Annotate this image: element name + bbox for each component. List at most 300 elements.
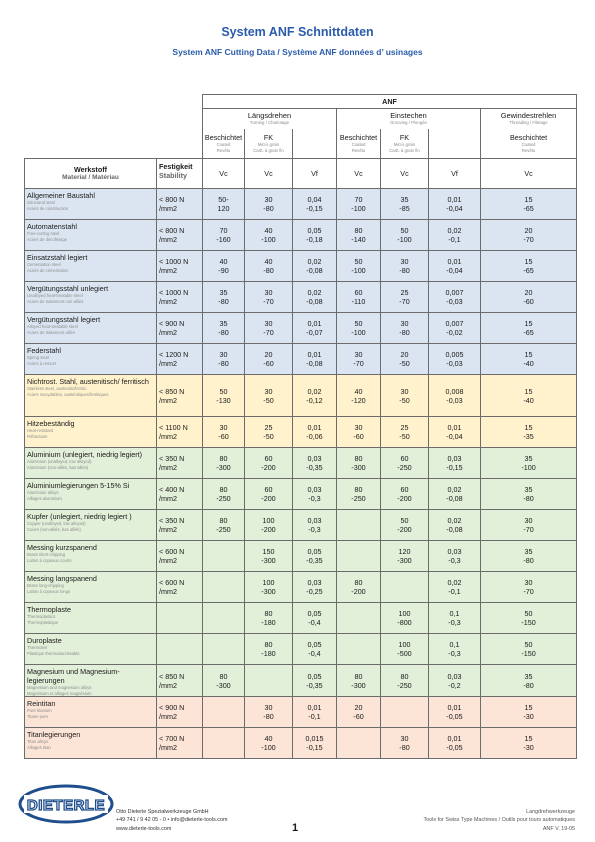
value-line: -0,35 [306,680,323,690]
value-cell [293,510,337,541]
value-line [337,734,380,743]
stability-value: /mm2 [159,556,177,565]
werkstoff-sub: Material / Matériau [62,173,119,181]
value-line: -0,03 [446,297,463,306]
stability-cell [157,313,203,344]
value-cell [429,417,481,448]
value-line: -300 [261,556,276,565]
value-cell [203,448,245,479]
value-cell [337,448,381,479]
value-cell [481,665,577,697]
value-line: -50 [399,395,410,405]
value-cell [245,603,293,634]
value-line: -65 [523,266,534,275]
param-header-5: Vc [381,159,429,189]
value-line: 40 [264,734,273,744]
value-line [337,649,380,658]
value-line: 50 [400,226,409,235]
value-cell [381,344,429,375]
value-cell [481,344,577,375]
value-line: -50 [263,395,274,405]
material-name: Kupfer (unlegiert, niedrig legiert ) [27,512,132,521]
stability-value: < 400 N [159,485,185,494]
stability-value: /mm2 [159,463,177,472]
value-line: 30 [264,195,273,204]
stability-value: /mm2 [159,587,177,596]
value-line: -0,04 [446,432,463,441]
stability-value: < 600 N [159,578,185,587]
value-line: 0,03 [447,671,462,681]
value-line [203,649,244,658]
value-line: 0,04 [307,195,322,204]
value-line: 0,05 [307,609,322,618]
material-name-fr: Titane pure [27,714,49,720]
festigkeit-sub: Stability [159,171,187,180]
tool-header-5 [381,129,429,159]
value-line: 40 [264,257,273,266]
material-name-fr: Alliages titan [27,745,51,751]
value-line: -110 [351,297,366,306]
value-line: -300 [351,463,366,472]
material-name: Vergütungsstahl legiert [27,315,101,324]
value-line: -80 [218,328,229,337]
stability-cell [157,479,203,510]
stability-value: < 900 N [159,703,185,713]
value-cell [381,572,429,603]
value-cell [293,665,337,697]
value-cell [429,634,481,665]
op-turning-header [203,109,337,129]
stability-cell [157,220,203,251]
value-line: -0,05 [446,712,463,722]
value-line: 25 [264,423,273,432]
value-line: -30 [523,712,534,722]
value-line: -90 [218,266,229,275]
value-cell [429,572,481,603]
value-line: -0,2 [448,680,461,690]
value-line: -150 [521,618,536,627]
value-cell [245,189,293,220]
value-line: 30 [400,319,409,328]
value-line: -70 [523,235,534,244]
tool-header-3 [293,129,337,159]
value-line: 60 [264,454,273,463]
value-line: -0,08 [306,359,323,368]
table-row [25,282,577,313]
value-line [337,556,380,565]
value-line: 100 [398,609,411,618]
stability-cell [157,541,203,572]
value-line: -70 [399,297,410,306]
material-name-en: Alloyed heat-treatable steel [27,324,78,329]
value-line [337,609,380,618]
value-line: -35 [523,432,534,441]
value-line: 15 [524,319,533,328]
stability-value: /mm2 [159,432,177,441]
stability-value: < 350 N [159,516,185,525]
tool-name: Beschichtet [509,132,548,142]
value-cell [429,344,481,375]
value-cell [381,665,429,697]
blank-corner-2 [25,109,203,129]
value-line: 120 [217,204,230,213]
value-line: 0,03 [307,516,322,525]
value-cell [245,251,293,282]
value-line: -100 [261,743,276,753]
tool-sub-2: Revêtu [351,147,366,153]
value-line: 0,02 [307,288,322,297]
value-line: -120 [351,395,366,405]
op-threading-sub: Threading / Filetage [509,120,548,126]
tool-sub-1: Coated [521,141,536,147]
footer-right-block [423,808,575,833]
value-cell [381,313,429,344]
value-line: 50 [400,516,409,525]
material-name-fr: Aluminium (non-alliés, bas alliés) [27,464,89,470]
value-cell [481,313,577,344]
value-line [203,712,244,721]
value-cell [337,697,381,728]
material-name: Magnesium und Magnesium-legierungen [27,667,120,685]
stability-value: < 900 N [159,319,185,328]
tool-header-1 [203,129,245,159]
value-cell [381,541,429,572]
value-line: 15 [524,423,533,432]
value-line: 0,02 [447,516,462,525]
value-cell [429,728,481,759]
value-line: -160 [216,235,231,244]
value-cell [337,220,381,251]
param-header-3: Vf [293,159,337,189]
material-name-en: Brass long-chipping [27,583,64,588]
value-cell [293,417,337,448]
value-line [203,609,244,618]
table-row [25,541,577,572]
value-line: -0,3 [448,556,461,565]
table-row [25,448,577,479]
value-cell [481,448,577,479]
value-line: 35 [219,319,228,328]
table-row [25,572,577,603]
stability-value: < 850 N [159,386,185,396]
value-line [337,516,380,525]
value-line: 120 [398,547,411,556]
material-name: Einsatzstahl legiert [27,253,88,262]
value-cell [429,448,481,479]
value-cell [381,448,429,479]
material-name-en: Magnesium and magnesium alloys [27,685,92,690]
stability-value: /mm2 [159,204,177,213]
table-row [25,189,577,220]
value-line: -0,02 [446,328,463,337]
value-line [245,681,292,690]
value-line: 100 [262,578,275,587]
value-cell [245,665,293,697]
value-cell [381,251,429,282]
value-cell [293,220,337,251]
material-name-fr: Laiton à copeaux courts [27,557,72,563]
value-cell [203,375,245,417]
value-cell [429,510,481,541]
value-cell [293,728,337,759]
material-name-fr: Magnésium et alliages magnésium [27,690,92,696]
value-line: 100 [398,640,411,649]
value-line [381,587,428,596]
value-line [381,578,428,587]
value-line: -0,1 [308,712,321,722]
value-cell [245,344,293,375]
value-cell [203,603,245,634]
material-name-fr: Aciers inoxydables, austénitiques/ferritiques [27,391,109,397]
value-line: 60 [264,485,273,494]
value-line: 80 [354,485,363,494]
value-line: 30 [524,516,533,525]
value-cell [337,665,381,697]
value-line: 80 [354,671,363,681]
value-line: 20 [524,226,533,235]
material-name: Messing langspanend [27,574,97,583]
op-turning-sub: Turning / Chariotage [249,120,289,126]
value-line [337,547,380,556]
material-name-en: Thermoplastics [27,614,56,619]
value-cell [481,282,577,313]
value-cell [481,189,577,220]
value-cell [293,251,337,282]
value-line: 35 [219,288,228,297]
value-line: 0,03 [307,454,322,463]
material-name: Aluminiumlegierungen 5-15% Si [27,481,130,490]
stability-cell [157,634,203,665]
material-name-en: Cementation steel [27,262,61,267]
value-cell [245,510,293,541]
value-line [381,703,428,712]
value-line: -100 [261,235,276,244]
cutting-data-table [24,94,577,759]
value-cell [245,375,293,417]
value-line: -50 [263,432,274,441]
value-cell [203,541,245,572]
stability-cell [157,344,203,375]
material-name-en: Aluminium alloys [27,490,59,495]
material-name-fr: Aciers de décolletage [27,236,68,242]
value-line: 30 [354,423,363,432]
value-line: -60 [263,359,274,368]
value-line: 30 [264,319,273,328]
material-name-fr: Aciers à ressort [27,360,57,366]
tool-name: Beschichtet [339,132,378,142]
value-cell [381,634,429,665]
value-cell [337,634,381,665]
value-line: 30 [219,350,228,359]
table-row [25,634,577,665]
value-line: -250 [216,525,231,534]
value-line: 50 [524,640,533,649]
stability-value: /mm2 [159,712,177,722]
material-cell [25,344,157,375]
material-cell [25,189,157,220]
value-cell [481,603,577,634]
value-line [337,525,380,534]
value-line: -70 [263,297,274,306]
value-cell [245,728,293,759]
value-cell [203,634,245,665]
value-line [203,547,244,556]
value-cell [245,479,293,510]
value-line: 25 [400,423,409,432]
value-cell [245,634,293,665]
value-line: -140 [351,235,366,244]
material-cell [25,313,157,344]
tool-sub-1: Coated [216,141,231,147]
material-name-en: Brass short-chipping [27,552,66,557]
tool-header-2 [245,129,293,159]
value-line: 60 [400,485,409,494]
op-grooving-label: Einstechen [390,111,427,121]
value-line: 15 [524,734,533,744]
value-line: 35 [524,454,533,463]
value-cell [337,417,381,448]
value-line: 20 [400,350,409,359]
value-line: -100 [351,266,366,275]
value-cell [203,220,245,251]
op-grooving-sub: Grooving / Plongée [390,120,427,126]
value-line [203,703,244,712]
value-line: -0,3 [308,494,321,503]
material-name: Allgemeiner Baustahl [27,191,95,200]
stability-value: < 600 N [159,547,185,556]
value-cell [293,375,337,417]
stability-value: < 700 N [159,734,185,744]
value-line [337,743,380,752]
table-row [25,728,577,759]
stability-value: < 800 N [159,226,185,235]
tool-header-6 [429,129,481,159]
value-line: -0,1 [448,235,461,244]
value-cell [203,665,245,697]
value-line: 60 [400,454,409,463]
value-line: -0,08 [446,494,463,503]
value-cell [481,728,577,759]
value-line: 0,1 [449,640,460,649]
table-row [25,220,577,251]
footer-web[interactable]: www.dieterle-tools.com [116,825,172,832]
value-line [337,640,380,649]
material-cell [25,603,157,634]
value-line: 0,01 [447,423,462,432]
value-line: -85 [399,204,410,213]
material-name-en: Pure titanium [27,708,52,714]
material-cell [25,282,157,313]
value-line: -0,03 [446,359,463,368]
value-line: 50 [219,386,228,396]
value-line: -0,12 [306,395,323,405]
material-cell [25,541,157,572]
value-cell [337,189,381,220]
value-line: -500 [397,649,412,658]
value-line: -40 [523,359,534,368]
value-cell [245,541,293,572]
value-line: -30 [523,743,534,753]
op-grooving-header [337,109,481,129]
value-line: -250 [216,494,231,503]
material-cell [25,417,157,448]
param-header-4: Vc [337,159,381,189]
value-line: -200 [261,525,276,534]
stability-value: /mm2 [159,297,177,306]
value-line: 70 [354,195,363,204]
value-line: 40 [264,226,273,235]
value-line: -50 [399,432,410,441]
page-title: System ANF Schnittdaten [221,25,374,39]
value-line: 15 [524,257,533,266]
value-line: -300 [351,680,366,690]
value-line: -0,15 [306,743,323,753]
stability-cell [157,189,203,220]
value-line: -200 [261,494,276,503]
value-line: 80 [400,671,409,681]
value-line: -0,15 [306,204,323,213]
tool-sub-2: Revêtu [216,147,231,153]
value-cell [337,541,381,572]
value-cell [245,313,293,344]
stability-value: < 1000 N [159,257,189,266]
value-cell [293,634,337,665]
value-line: -0,15 [446,463,463,472]
value-line: 60 [354,288,363,297]
material-cell [25,448,157,479]
value-cell [337,282,381,313]
value-line [203,618,244,627]
value-cell [481,251,577,282]
value-cell [203,697,245,728]
blank-corner [25,95,203,109]
dieterle-logo [18,784,114,824]
value-line: 20 [524,288,533,297]
material-name-en: Free-cutting steel [27,231,60,236]
value-cell [245,572,293,603]
value-line: -60 [218,432,229,441]
value-line: -80 [263,204,274,213]
material-name: Aluminium (unlegiert, niedrig legiert) [27,450,143,459]
value-line: -100 [351,328,366,337]
stability-value: < 1200 N [159,350,189,359]
value-line: 15 [524,350,533,359]
material-name: Nichtrost. Stahl, austenitisch/ ferritisch [27,377,149,386]
value-line: -100 [397,235,412,244]
value-line: -80 [399,328,410,337]
value-line: 0,01 [307,319,322,328]
stability-value: /mm2 [159,525,177,534]
value-line: -60 [353,432,364,441]
value-line: -80 [218,359,229,368]
value-cell [381,417,429,448]
value-cell [337,344,381,375]
value-line: -200 [351,587,366,596]
value-cell [381,375,429,417]
value-line: -0,07 [306,328,323,337]
value-line: 20 [354,703,363,713]
table-row [25,510,577,541]
value-cell [337,603,381,634]
value-line: 0,05 [307,671,322,681]
value-line: 0,01 [307,703,322,713]
op-threading-header [481,109,577,129]
value-line: -0,08 [306,297,323,306]
value-line: -0,05 [446,743,463,753]
value-line: -250 [397,463,412,472]
value-cell [381,220,429,251]
material-name-fr: Aciers de traitement alliés [27,329,75,335]
